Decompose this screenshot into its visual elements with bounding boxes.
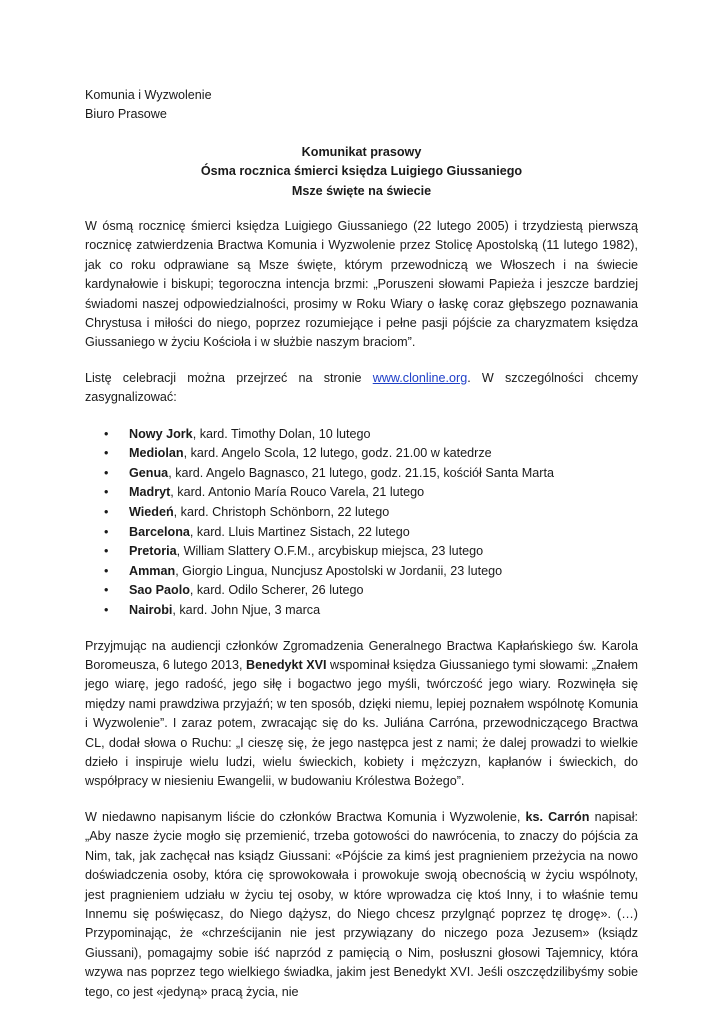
celebration-details: , kard. Timothy Dolan, 10 lutego (192, 426, 371, 441)
bullet-icon: • (104, 563, 109, 578)
celebration-city: Mediolan (129, 446, 184, 461)
celebration-city: Pretoria (129, 544, 177, 559)
bullet-icon: • (104, 485, 109, 500)
press-office-name: Biuro Prasowe (85, 107, 167, 122)
title-anniversary: Ósma rocznica śmierci księdza Luigiego Giussaniego (200, 164, 523, 179)
clonline-link[interactable]: www.clonline.org (372, 370, 468, 385)
list-item (85, 444, 638, 464)
celebrations-list (85, 425, 638, 621)
bullet-icon: • (104, 505, 109, 520)
paragraph-intro: W ósmą rocznicę śmierci księdza Luigiego Giussaniego (22 lutego 2005) i trzydziestą pierwszą rocznicę zatwierdzenia Bractwa Komunia i Wyzwolenie przez Stolicę Apostolską (11 lutego 1982), jak co roku odprawiane są Msze święte, którym przewodniczą we Włoszech i na świecie kardynałowie i biskupi; tegoroczna intencja brzmi: „Poruszeni słowami Papieża i jeszcze bardziej świadomi naszej odpowiedzialności, prosimy w Roku Wiary o łaskę coraz głębszego poznawania Chrystusa i miłości do niego, poprzez rozumiejące i pełne pasji pójście za charyzmatem księdza Giussaniego w życiu Kościoła i w służbie naszym braciom”. (85, 219, 638, 350)
press-release-page (85, 86, 638, 1002)
celebration-city: Sao Paolo (129, 583, 190, 598)
celebration-details: , kard. Angelo Scola, 12 lutego, godz. 21.00 w katedrze (183, 446, 492, 461)
celebration-details: , kard. John Njue, 3 marca (172, 603, 321, 618)
bullet-icon: • (104, 583, 109, 598)
paragraph-text: Przyjmując na audiencji członków Zgromadzenia Generalnego Bractwa Kapłańskiego św. Karola Boromeusza, 6 lutego 2013, (85, 638, 638, 673)
celebration-city: Genua (129, 465, 169, 480)
paragraph-text: napisał: „Aby nasze życie mogło się przemienić, trzeba gotowości do nawrócenia, to znaczy do pójścia za Nim, tak, jak zachęcał nas ksiądz Giussani: «Pójście za kimś jest pragnieniem przeżycia na nowo doświadczenia osoby, która cię sprowokowała i prowokuje swoją obecnością w życiu wspólnoty, jest pragnieniem udziału w życiu tej osoby, w które wprowadza cię ktoś Inny, i to właśnie temu Innemu się poświęcasz, do Niego dążysz, do Niego chcesz przylgnąć poprzez tę drogę». (…) Przypominając, że «chrześcijanin nie jest przywiązany do niczego poza Jezusem» (ksiądz Giussani), pomagajmy sobie iść naprzód z pamięcią o Nim, posłuszni głosowi Tajemnicy, która wzywa nas poprzez tego wielkiego świadka, jakim jest Benedykt XVI. Jeśli oszczędzilibyśmy sobie tego, co jest «jedyną» pracą życia, nie (85, 809, 638, 999)
list-item (85, 503, 638, 523)
list-item (85, 425, 638, 445)
celebration-details: , kard. Lluis Martinez Sistach, 22 lutego (189, 524, 410, 539)
paragraph-text: W niedawno napisanym liście do członków Bractwa Komunia i Wyzwolenie, (85, 809, 526, 824)
celebration-details: , Giorgio Lingua, Nuncjusz Apostolski w Jordanii, 23 lutego (175, 563, 503, 578)
title-press-release: Komunikat prasowy (301, 144, 422, 159)
benedict-name: Benedykt XVI (246, 658, 327, 673)
celebration-city: Wiedeń (129, 505, 174, 520)
paragraph-text: . W szczególności chcemy zasygnalizować: (85, 370, 638, 405)
celebration-city: Madryt (129, 485, 171, 500)
carron-name: ks. Carrón (525, 809, 590, 824)
celebration-city: Barcelona (129, 524, 190, 539)
paragraph-benedict (85, 637, 638, 792)
celebration-details: , William Slattery O.F.M., arcybiskup miejsca, 23 lutego (176, 544, 484, 559)
title-masses: Msze święte na świecie (291, 183, 432, 198)
list-item (85, 523, 638, 543)
celebration-details: , kard. Odilo Scherer, 26 lutego (189, 583, 364, 598)
organization-name: Komunia i Wyzwolenie (85, 88, 212, 102)
list-item (85, 601, 638, 621)
celebration-city: Nairobi (129, 603, 173, 618)
paragraph-carron (85, 808, 638, 1002)
title-block (85, 143, 638, 201)
celebration-details: , kard. Angelo Bagnasco, 21 lutego, godz. 21.15, kościół Santa Marta (168, 465, 554, 480)
bullet-icon: • (104, 544, 109, 559)
bullet-icon: • (104, 446, 109, 461)
celebration-city: Amman (129, 563, 176, 578)
bullet-icon: • (104, 603, 109, 618)
list-item (85, 542, 638, 562)
list-item (85, 562, 638, 582)
bullet-icon: • (104, 465, 109, 480)
bullet-icon: • (104, 426, 109, 441)
paragraph-text: Listę celebracji można przejrzeć na stronie (85, 370, 373, 385)
celebration-city: Nowy Jork (129, 426, 193, 441)
celebration-details: , kard. Christoph Schönborn, 22 lutego (173, 505, 390, 520)
list-item (85, 581, 638, 601)
list-item (85, 464, 638, 484)
paragraph-celebrations-list (85, 369, 638, 408)
celebration-details: , kard. Antonio María Rouco Varela, 21 lutego (170, 485, 425, 500)
bullet-icon: • (104, 524, 109, 539)
paragraph-text: wspominał księdza Giussaniego tymi słowami: „Znałem jego wiarę, jego radość, jego siłę i bogactwo jego myśli, twórczość jego wiary. Rozwinęła się między nami prawdziwa przyjaźń; w ten sposób, dzięki niemu, lepiej poznałem wspólnotę Komunia i Wyzwolenie”. I zaraz potem, zwracając się do ks. Juliána Carróna, przewodniczącego Bractwa CL, dodał słowa o Ruchu: „I cieszę się, że jego następca jest z nami; że dalej prowadzi to wielkie dzieło i inspiruje wielu ludzi, wielu świeckich, kobiety i mężczyzn, kapłanów i świeckich, do współpracy w niesieniu Ewangelii, w budowaniu Królestwa Bożego”. (85, 658, 638, 789)
list-item (85, 483, 638, 503)
